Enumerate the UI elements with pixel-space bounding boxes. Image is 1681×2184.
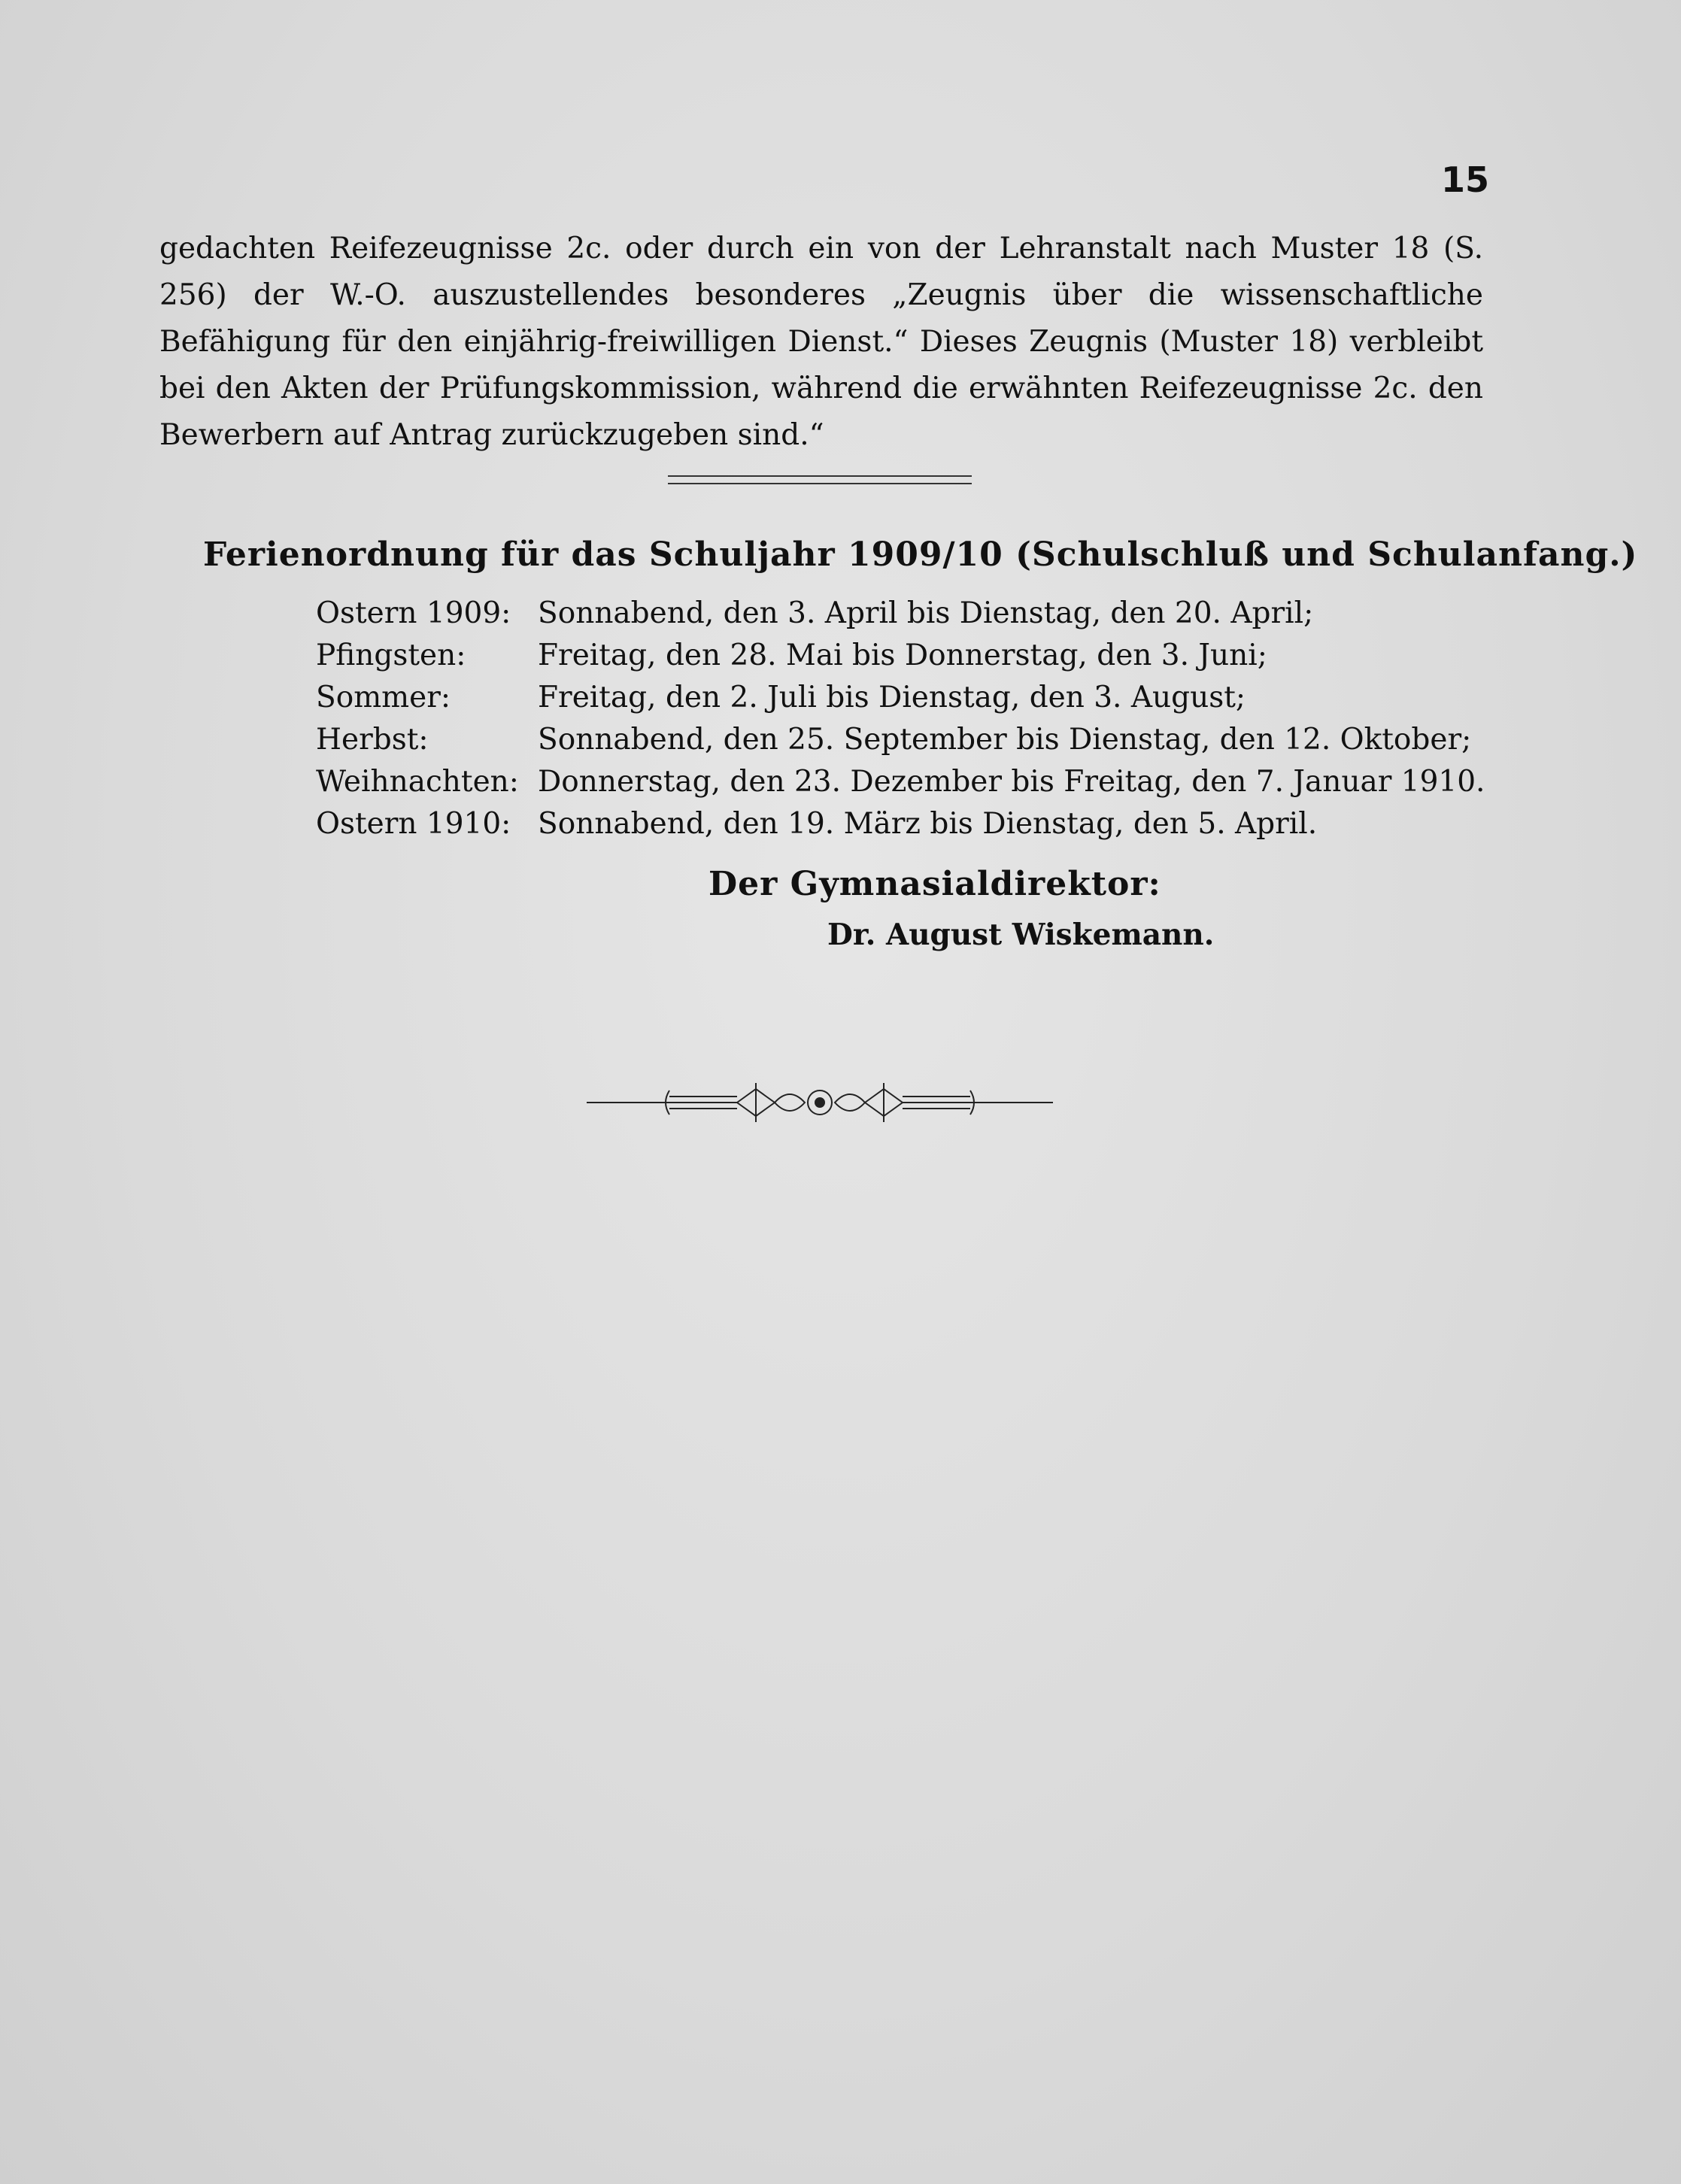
body-paragraph: gedachten Reifezeugnisse 2c. oder durch ein von der Lehranstalt nach Muster 18 (S. 256) der W.-O. auszustellendes besonderes „Zeugnis über die wissenschaftliche Befähigung für den einjährig-freiwilligen Dienst.“ Dieses Zeugnis (Muster 18) verbleibt bei den Akten der Prüfungskommission, während die erwähnten Reifezeugnisse 2c. den Bewerbern auf Antrag zurückzugeben sind.“ <box>159 232 1483 452</box>
schedule-dates: Sonnabend, den 25. September bis Dienstag, den 12. Oktober; <box>538 723 1472 757</box>
schedule-dates: Freitag, den 2. Juli bis Dienstag, den 3. August; <box>538 681 1246 714</box>
schedule-season: Herbst: <box>316 723 429 757</box>
schedule-row <box>316 677 1485 719</box>
section-title: Ferienordnung für das Schuljahr 1909/10 (Schulschluß und Schulanfang.) <box>203 535 1638 574</box>
signature-name: Dr. August Wiskemann. <box>827 918 1215 952</box>
schedule-dates: Sonnabend, den 3. April bis Dienstag, den 20. April; <box>538 596 1314 630</box>
schedule-dates: Donnerstag, den 23. Dezember bis Freitag, den 7. Januar 1910. <box>538 765 1485 799</box>
schedule-row <box>316 593 1485 635</box>
schedule-row <box>316 803 1485 845</box>
schedule-row <box>316 635 1485 677</box>
schedule-row <box>316 761 1485 803</box>
section-divider <box>668 475 972 484</box>
schedule-row <box>316 719 1485 761</box>
schedule-season: Ostern 1910: <box>316 807 511 841</box>
signature-role: Der Gymnasialdirektor: <box>709 865 1161 903</box>
schedule-season: Ostern 1909: <box>316 596 511 630</box>
schedule-season: Weihnachten: <box>316 765 519 799</box>
schedule-dates: Freitag, den 28. Mai bis Donnerstag, den 3. Juni; <box>538 639 1267 672</box>
decorative-ornament-icon <box>587 1080 1053 1125</box>
holiday-schedule <box>316 593 1485 845</box>
schedule-dates: Sonnabend, den 19. März bis Dienstag, den 5. April. <box>538 807 1318 841</box>
page-number: 15 <box>1440 159 1489 200</box>
schedule-season: Pfingsten: <box>316 639 466 672</box>
schedule-season: Sommer: <box>316 681 451 714</box>
